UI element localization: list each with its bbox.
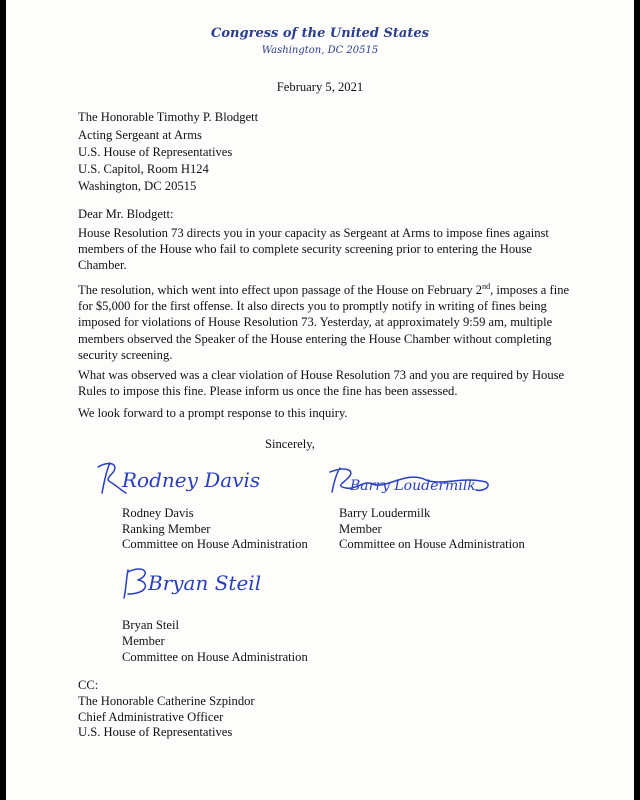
body-paragraph-1: House Resolution 73 directs you in your capacity as Sergeant at Arms to impose fines against members of the House who fail to complete security screening prior to entering the House Chamber. (78, 226, 549, 273)
letterhead-address: Washington, DC 20515 (261, 45, 379, 56)
recipient-line: U.S. House of Representatives (78, 145, 233, 159)
signatory-title: Member (339, 522, 382, 536)
closing: Sincerely, (265, 437, 315, 451)
signatory-name: Rodney Davis (122, 506, 194, 520)
recipient-line: Acting Sergeant at Arms (78, 128, 202, 142)
signatory-name: Barry Loudermilk (339, 506, 431, 520)
salutation: Dear Mr. Blodgett: (78, 207, 174, 221)
recipient-line: The Honorable Timothy P. Blodgett (78, 110, 259, 124)
p2-text-end: , imposes a fine for $5,000 for the first offense. It also directs you to promptly notify in writing of fines being imposed for violations of House Resolution 73. Yesterday, at approximately 9:59 am, multiple members observed the Speaker of the House entering the House Chamber without completing security screening. (78, 283, 570, 362)
cc-line: The Honorable Catherine Szpindor (78, 694, 255, 708)
body-paragraph-2 (78, 282, 570, 363)
signatory-title: Member (122, 634, 165, 648)
signature-rodney-davis (92, 455, 261, 505)
signature-barry-loudermilk (316, 462, 506, 502)
signature-bryan-steil (114, 560, 264, 604)
cc-line: Chief Administrative Officer (78, 710, 224, 724)
signatory-name: Bryan Steil (122, 618, 180, 632)
cc-label: CC: (78, 678, 99, 692)
signature-text: Rodney Davis (122, 468, 261, 492)
body-paragraph-4: We look forward to a prompt response to this inquiry. (78, 406, 348, 420)
p2-superscript: nd (482, 281, 491, 291)
letterhead-title: Congress of the United States (211, 26, 429, 41)
signatory-committee: Committee on House Administration (122, 650, 308, 664)
letter-page (6, 0, 634, 800)
cc-line: U.S. House of Representatives (78, 725, 233, 739)
signatory-title: Ranking Member (122, 522, 211, 536)
signatory-committee: Committee on House Administration (122, 537, 308, 551)
body-paragraph-3: What was observed was a clear violation of House Resolution 73 and you are required by House Rules to impose this fine. Please inform us once the fine has been assessed. (78, 368, 565, 399)
signature-text: Bryan Steil (148, 571, 262, 595)
signature-text: Barry Loudermilk (350, 478, 476, 494)
signatory-committee: Committee on House Administration (339, 537, 525, 551)
recipient-line: U.S. Capitol, Room H124 (78, 162, 209, 176)
p2-text-start: The resolution, which went into effect upon passage of the House on February 2 (78, 283, 483, 297)
recipient-line: Washington, DC 20515 (78, 179, 197, 193)
letter-date: February 5, 2021 (276, 80, 364, 94)
